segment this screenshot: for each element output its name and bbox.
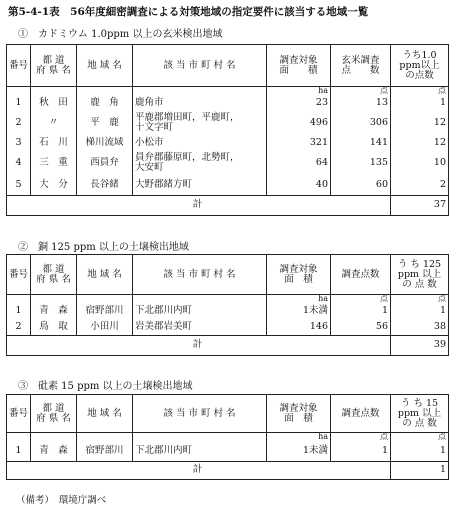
col-header-over-limit: う ち 125 ppm 以上 の 点 数 <box>391 255 449 295</box>
unit-points: 点 <box>391 87 449 96</box>
section-2-heading: ② 銅 125 ppm 以上の土壌検出地域 <box>18 242 189 253</box>
points-cell: 1 <box>331 303 391 319</box>
survey-area-cell: 23 <box>267 95 331 111</box>
unit-row <box>7 433 449 442</box>
over-limit-cell: 1 <box>391 303 449 319</box>
col-header-area-name: 地 域 名 <box>77 395 133 433</box>
points-cell: 135 <box>331 151 391 175</box>
total-label: 計 <box>7 461 391 479</box>
unit-ha: ha <box>267 87 331 96</box>
prefecture-cell: 石 川 <box>31 135 77 151</box>
municipality-cell: 鹿角市 <box>133 95 267 111</box>
col-header-number: 番号 <box>7 45 31 87</box>
table-copper <box>6 254 449 356</box>
col-header-survey-area: 調査対象 面 積 <box>267 395 331 433</box>
unit-points: 点 <box>331 87 391 96</box>
col-header-area-name: 地 域 名 <box>77 45 133 87</box>
survey-area-cell: 496 <box>267 111 331 135</box>
points-cell: 141 <box>331 135 391 151</box>
row-number: 5 <box>7 175 31 195</box>
col-header-over-limit: うち1.0 ppm以上 の点数 <box>391 45 449 87</box>
table-row <box>7 111 449 135</box>
points-cell: 60 <box>331 175 391 195</box>
table-header-row <box>7 255 449 295</box>
unit-ha: ha <box>267 433 331 442</box>
unit-points: 点 <box>331 433 391 442</box>
table-row <box>7 303 449 319</box>
col-header-number: 番号 <box>7 255 31 295</box>
survey-area-cell: 146 <box>267 319 331 335</box>
table-row <box>7 319 449 335</box>
page-title: 第5-4-1表 56年度細密調査による対策地域の指定要件に該当する地域一覧 <box>8 6 369 18</box>
prefecture-cell: 鳥 取 <box>31 319 77 335</box>
area-name-cell: 梯川流域 <box>77 135 133 151</box>
table-row <box>7 95 449 111</box>
col-header-prefecture: 都 道 府 県 名 <box>31 45 77 87</box>
col-header-number: 番号 <box>7 395 31 433</box>
col-header-survey-points: 調査点数 <box>331 255 391 295</box>
row-number: 2 <box>7 111 31 135</box>
unit-points: 点 <box>331 295 391 304</box>
prefecture-cell: 〃 <box>31 111 77 135</box>
col-header-prefecture: 都 道 府 県 名 <box>31 395 77 433</box>
total-row <box>7 335 449 355</box>
total-value: 39 <box>391 335 449 355</box>
municipality-cell: 岩美郡岩美町 <box>133 319 267 335</box>
row-number: 3 <box>7 135 31 151</box>
area-name-cell: 平 鹿 <box>77 111 133 135</box>
over-limit-cell: 38 <box>391 319 449 335</box>
area-name-cell: 小田川 <box>77 319 133 335</box>
survey-area-cell: 1未満 <box>267 303 331 319</box>
unit-points: 点 <box>391 433 449 442</box>
table-arsenic <box>6 394 449 480</box>
over-limit-cell: 2 <box>391 175 449 195</box>
col-header-survey-points: 調査点数 <box>331 395 391 433</box>
total-value: 1 <box>391 461 449 479</box>
table-header-row <box>7 45 449 87</box>
over-limit-cell: 1 <box>391 441 449 461</box>
area-name-cell: 西員弁 <box>77 151 133 175</box>
points-cell: 1 <box>331 441 391 461</box>
prefecture-cell: 青 森 <box>31 303 77 319</box>
survey-area-cell: 1未満 <box>267 441 331 461</box>
row-number: 1 <box>7 303 31 319</box>
col-header-municipality: 該 当 市 町 村 名 <box>133 395 267 433</box>
total-row <box>7 461 449 479</box>
total-value: 37 <box>391 195 449 215</box>
col-header-area-name: 地 域 名 <box>77 255 133 295</box>
source-note: （備考） 環境庁調べ <box>16 495 107 506</box>
area-name-cell: 宿野部川 <box>77 303 133 319</box>
survey-area-cell: 64 <box>267 151 331 175</box>
row-number: 4 <box>7 151 31 175</box>
row-number: 1 <box>7 95 31 111</box>
prefecture-cell: 秋 田 <box>31 95 77 111</box>
points-cell: 56 <box>331 319 391 335</box>
section-1-heading: ① カドミウム 1.0ppm 以上の玄米検出地域 <box>18 29 223 40</box>
col-header-municipality: 該 当 市 町 村 名 <box>133 45 267 87</box>
over-limit-cell: 12 <box>391 135 449 151</box>
col-header-survey-area: 調査対象 面 積 <box>267 255 331 295</box>
over-limit-cell: 12 <box>391 111 449 135</box>
survey-area-cell: 321 <box>267 135 331 151</box>
total-row <box>7 195 449 215</box>
prefecture-cell: 青 森 <box>31 441 77 461</box>
prefecture-cell: 大 分 <box>31 175 77 195</box>
table-row <box>7 441 449 461</box>
municipality-cell: 下北郡川内町 <box>133 303 267 319</box>
col-header-survey-area: 調査対象 面 積 <box>267 45 331 87</box>
unit-points: 点 <box>391 295 449 304</box>
table-row <box>7 135 449 151</box>
section-3-heading: ③ 砒素 15 ppm 以上の土壌検出地域 <box>18 381 193 392</box>
col-header-over-limit: う ち 15 ppm 以上 の 点 数 <box>391 395 449 433</box>
municipality-cell: 大野郡緒方町 <box>133 175 267 195</box>
area-name-cell: 長谷緒 <box>77 175 133 195</box>
points-cell: 306 <box>331 111 391 135</box>
survey-area-cell: 40 <box>267 175 331 195</box>
unit-row <box>7 87 449 96</box>
table-cadmium <box>6 44 449 216</box>
table-row <box>7 151 449 175</box>
col-header-prefecture: 都 道 府 県 名 <box>31 255 77 295</box>
area-name-cell: 鹿 角 <box>77 95 133 111</box>
points-cell: 13 <box>331 95 391 111</box>
col-header-rice-points: 玄米調査 点 数 <box>331 45 391 87</box>
row-number: 2 <box>7 319 31 335</box>
table-header-row <box>7 395 449 433</box>
col-header-municipality: 該 当 市 町 村 名 <box>133 255 267 295</box>
municipality-cell: 平鹿郡増田町，平鹿町， 十文字町 <box>133 111 267 135</box>
unit-row <box>7 295 449 304</box>
municipality-cell: 員弁郡藤原町，北勢町， 大安町 <box>133 151 267 175</box>
total-label: 計 <box>7 335 391 355</box>
total-label: 計 <box>7 195 391 215</box>
over-limit-cell: 1 <box>391 95 449 111</box>
unit-ha: ha <box>267 295 331 304</box>
table-row <box>7 175 449 195</box>
area-name-cell: 宿野部川 <box>77 441 133 461</box>
row-number: 1 <box>7 441 31 461</box>
prefecture-cell: 三 重 <box>31 151 77 175</box>
municipality-cell: 下北郡川内町 <box>133 441 267 461</box>
over-limit-cell: 10 <box>391 151 449 175</box>
municipality-cell: 小松市 <box>133 135 267 151</box>
